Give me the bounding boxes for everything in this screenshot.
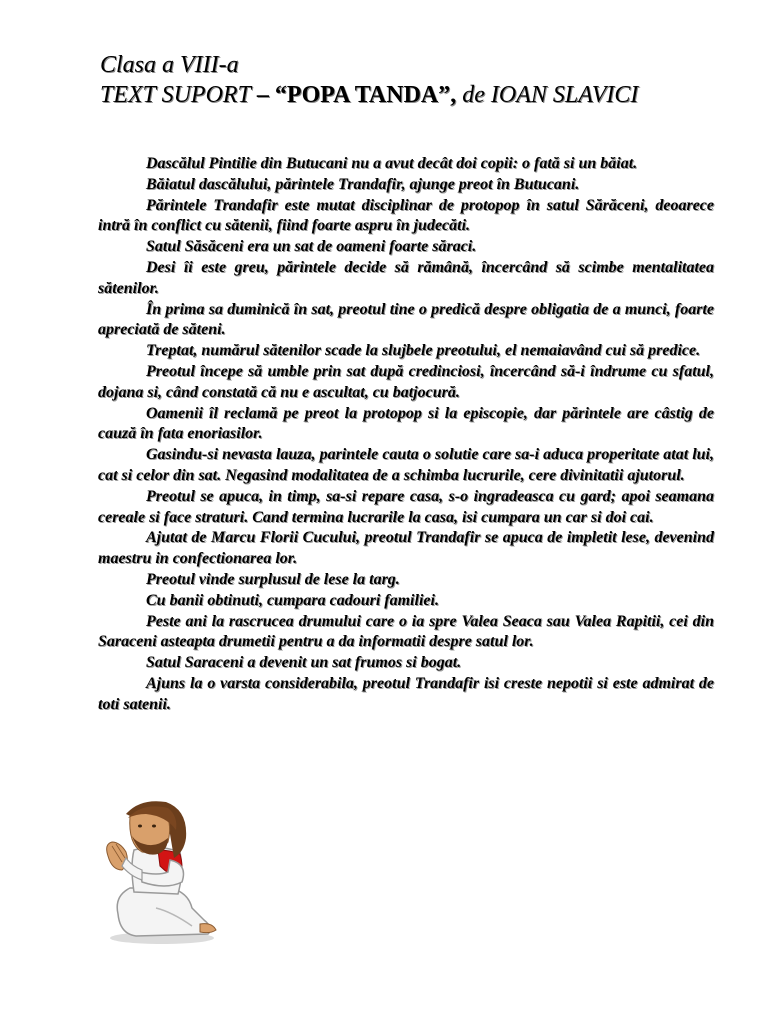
title-prefix: TEXT SUPORT bbox=[100, 82, 251, 108]
paragraph: Treptat, numărul sătenilor scade la slujbele preotului, el nemaiavând cui să predice. bbox=[146, 342, 701, 360]
paragraph: Dascălul Pintilie din Butucani nu a avut decât doi copii: o fată si un băiat. bbox=[146, 155, 638, 172]
paragraph: Oamenii îl reclamă pe preot la protopop si la episcopie, dar părintele are câstig de cauză în fata enoriasilor. bbox=[98, 404, 714, 443]
paragraph: Ajutat de Marcu Florii Cucului, preotul Trandafir se apuca de impletit lese, devenind maestru in confectionarea lor. bbox=[98, 529, 714, 568]
class-line: Clasa a VIII-a bbox=[100, 52, 239, 78]
title-author: IOAN SLAVICI bbox=[490, 82, 639, 108]
summary-text bbox=[98, 154, 714, 716]
paragraph: Băiatul dascălului, părintele Trandafir, ajunge preot în Butucani. bbox=[146, 175, 580, 193]
paragraph: În prima sa duminică în sat, preotul tine o predică despre obligatia de a munci, foarte apreciată de săteni. bbox=[98, 300, 714, 339]
document-title bbox=[100, 80, 720, 110]
paragraph: Preotul vinde surplusul de lese la targ. bbox=[146, 570, 400, 588]
title-comma: , bbox=[450, 82, 463, 108]
paragraph: Gasindu-si nevasta lauza, parintele cauta o solutie care sa-i aduca properitate atat lui, cat si celor din sat. Negasind modalitatea de a schimba lucrurile, cere divinitatii ajutorul. bbox=[98, 446, 714, 484]
document-heading bbox=[100, 50, 720, 110]
paragraph: Satul Saraceni a devenit un sat frumos si bogat. bbox=[146, 654, 462, 672]
paragraph: Ajuns la o varsta considerabila, preotul Trandafir isi creste nepotii si este admirat de toti satenii. bbox=[98, 674, 714, 713]
paragraph: Desi îi este greu, părintele decide să rămână, încercând să scimbe mentalitatea sătenilor. bbox=[98, 258, 714, 297]
praying-figure-icon bbox=[96, 796, 224, 946]
paragraph: Părintele Trandafir este mutat disciplinar de protopop în satul Sărăceni, deoarece intră în conflict cu sătenii, fiind foarte aspru în judecăti. bbox=[98, 196, 714, 235]
paragraph: Preotul se apuca, in timp, sa-si repare casa, s-o ingradeasca cu gard; apoi seamana cereale si face straturi. Cand termina lucrarile la casa, isi cumpara un car si doi cai. bbox=[98, 487, 714, 526]
paragraph: Preotul începe să umble prin sat după credinciosi, încercând să-i îndrume cu sfatul, dojana si, când constată că nu e ascultat, cu batjocură. bbox=[98, 362, 714, 401]
title-de: de bbox=[462, 82, 491, 108]
title-work: “POPA TANDA” bbox=[274, 82, 451, 108]
title-dash: – bbox=[250, 82, 275, 108]
paragraph: Satul Săsăceni era un sat de oameni foarte săraci. bbox=[146, 238, 477, 256]
paragraph: Peste ani la rascrucea drumului care o ia spre Valea Seaca sau Valea Rapitii, cei din Saraceni asteapta drumetii pentru a da informatii despre satul lor. bbox=[98, 612, 714, 651]
paragraph: Cu banii obtinuti, cumpara cadouri familiei. bbox=[146, 591, 439, 609]
